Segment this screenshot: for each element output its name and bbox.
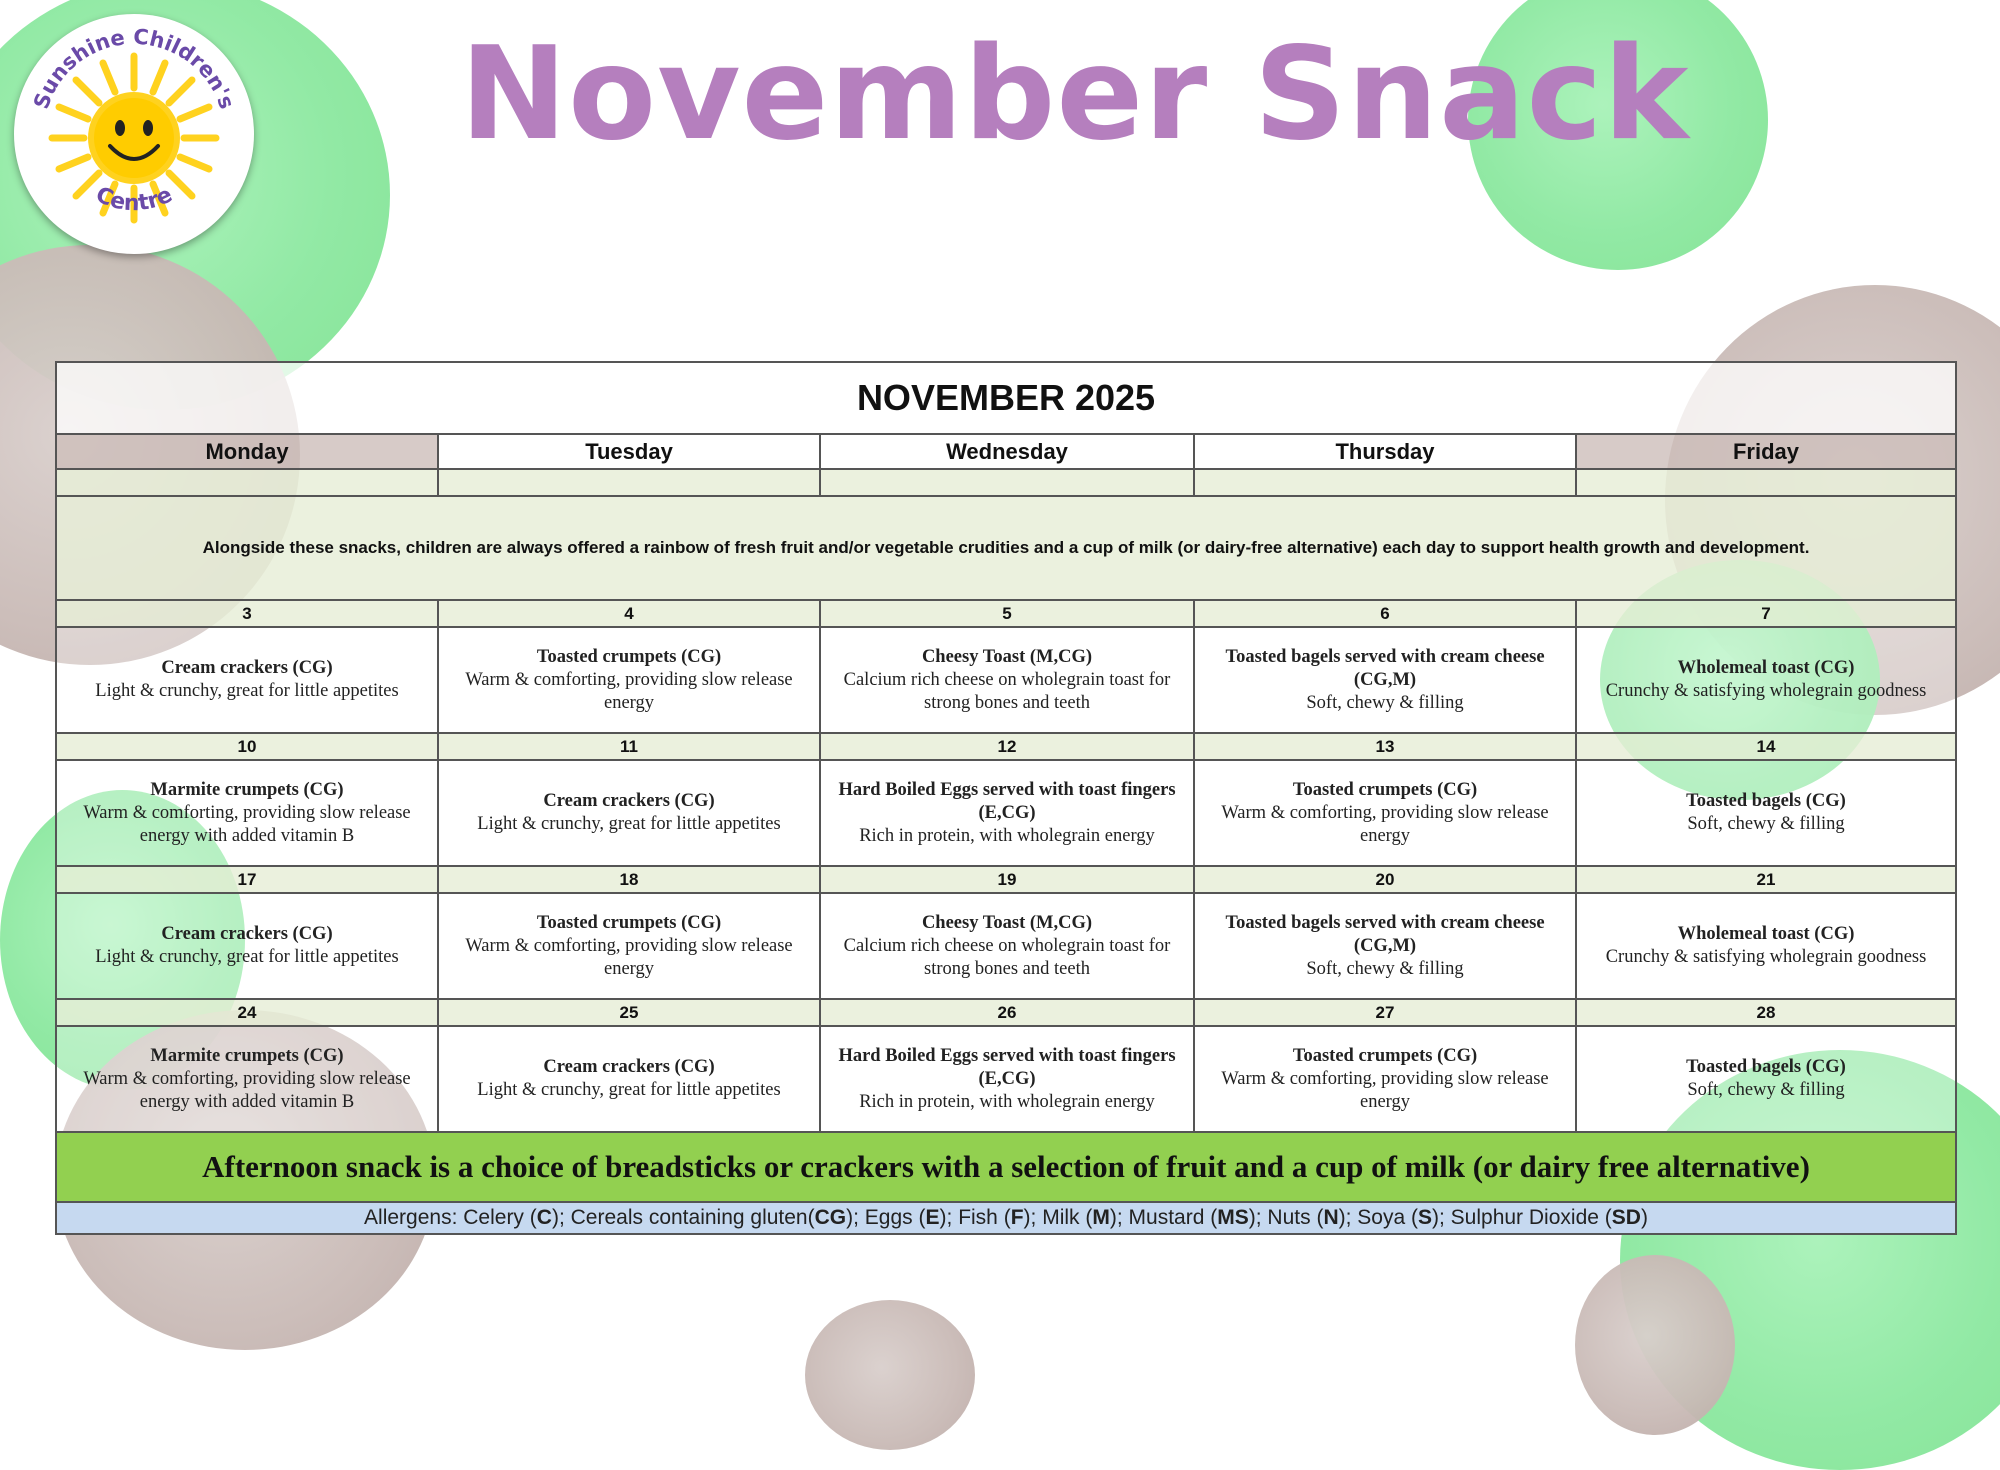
- snack-cell: [820, 627, 1194, 733]
- date-cell: 7: [1576, 600, 1956, 627]
- allergen-code: C: [536, 1206, 552, 1229]
- snack-name: Toasted bagels served with cream cheese (CG,M): [1225, 646, 1545, 690]
- allergen-label: Nuts: [1267, 1206, 1317, 1229]
- snack-description: Warm & comforting, providing slow release energy: [1221, 1068, 1549, 1112]
- snack-calendar: [55, 361, 1957, 1235]
- date-cell: 13: [1194, 733, 1576, 760]
- snack-name: Wholemeal toast (CG): [1677, 658, 1855, 678]
- snack-description: Calcium rich cheese on wholegrain toast for strong bones and teeth: [843, 935, 1171, 979]
- allergen-label: Celery: [463, 1206, 530, 1229]
- snack-cell: [1576, 627, 1956, 733]
- snack-name: Marmite crumpets (CG): [150, 779, 344, 800]
- snack-description: Light & crunchy, great for little appetites: [477, 1080, 781, 1100]
- meal-row: [56, 627, 1956, 733]
- allergen-code: E: [925, 1206, 940, 1229]
- snack-description: Light & crunchy, great for little appetites: [95, 681, 399, 701]
- snack-description: Crunchy & satisfying wholegrain goodness: [1605, 947, 1927, 967]
- snack-cell: [1576, 1026, 1956, 1132]
- day-header: Monday: [56, 434, 438, 469]
- snack-cell: [438, 893, 820, 999]
- date-row: [56, 866, 1956, 893]
- snack-name: Hard Boiled Eggs served with toast fingers (E,CG): [838, 1045, 1176, 1089]
- date-cell: 26: [820, 999, 1194, 1026]
- date-cell: 11: [438, 733, 820, 760]
- snack-description: Rich in protein, with wholegrain energy: [859, 825, 1155, 846]
- snack-cell: [1194, 627, 1576, 733]
- date-row: [56, 733, 1956, 760]
- snack-cell: [820, 893, 1194, 999]
- snack-description: Warm & comforting, providing slow release energy: [465, 935, 793, 979]
- snack-name: Hard Boiled Eggs served with toast fingers (E,CG): [838, 779, 1176, 823]
- date-cell: 12: [820, 733, 1194, 760]
- meal-row: [56, 760, 1956, 866]
- grey-blob-bottom-center: [805, 1300, 975, 1450]
- snack-name: Wholemeal toast (CG): [1677, 924, 1855, 944]
- snack-cell: [1576, 893, 1956, 999]
- snack-cell: [1194, 893, 1576, 999]
- date-cell: 24: [56, 999, 438, 1026]
- logo-bottom-text: Centre: [91, 182, 177, 217]
- date-cell: 5: [820, 600, 1194, 627]
- date-cell: 17: [56, 866, 438, 893]
- snack-description: Crunchy & satisfying wholegrain goodness: [1605, 681, 1927, 701]
- snack-description: Soft, chewy & filling: [1687, 814, 1845, 834]
- snack-cell: [56, 760, 438, 866]
- allergen-label: Mustard: [1128, 1206, 1211, 1229]
- date-cell: 21: [1576, 866, 1956, 893]
- allergen-label: Soya: [1357, 1206, 1411, 1229]
- allergens-prefix: Allergens:: [364, 1206, 464, 1229]
- allergen-label: Eggs: [864, 1206, 919, 1229]
- allergen-code: S: [1417, 1206, 1432, 1229]
- snack-cell: [56, 1026, 438, 1132]
- snack-name: Toasted crumpets (CG): [536, 646, 722, 667]
- snack-cell: [56, 627, 438, 733]
- snack-description: Warm & comforting, providing slow release energy: [465, 669, 793, 713]
- day-header: Tuesday: [438, 434, 820, 469]
- snack-cell: [438, 1026, 820, 1132]
- snack-name: Marmite crumpets (CG): [150, 1045, 344, 1066]
- snack-description: Calcium rich cheese on wholegrain toast for strong bones and teeth: [843, 669, 1171, 713]
- blank-cell: [1194, 469, 1576, 496]
- page-title: November Snack: [460, 20, 1690, 169]
- snack-name: Toasted bagels (CG): [1686, 1057, 1846, 1077]
- date-cell: 27: [1194, 999, 1576, 1026]
- allergen-code: MS: [1217, 1206, 1249, 1229]
- date-row: [56, 600, 1956, 627]
- snack-name: Toasted bagels (CG): [1686, 791, 1846, 811]
- snack-name: Cream crackers (CG): [543, 791, 715, 811]
- allergens-legend: Allergens: Celery (C); Cereals containing gluten(CG); Eggs (E); Fish (F); Milk (M); Mustard (MS); Nuts (N); Soya (S); Sulphur Dioxide (SD): [56, 1202, 1956, 1234]
- snack-name: Cheesy Toast (M,CG): [921, 646, 1093, 667]
- day-header: Friday: [1576, 434, 1956, 469]
- date-cell: 6: [1194, 600, 1576, 627]
- allergen-code: M: [1092, 1206, 1110, 1229]
- centre-logo: [14, 14, 254, 254]
- allergen-label: Fish: [958, 1206, 1004, 1229]
- snack-name: Cheesy Toast (M,CG): [921, 912, 1093, 933]
- snack-cell: [1576, 760, 1956, 866]
- snack-description: Light & crunchy, great for little appetites: [95, 947, 399, 967]
- calendar-heading: NOVEMBER 2025: [56, 362, 1956, 434]
- date-cell: 4: [438, 600, 820, 627]
- blank-cell: [1576, 469, 1956, 496]
- snack-name: Toasted crumpets (CG): [1292, 779, 1478, 800]
- logo-top-text: Sunshine Children's: [28, 24, 240, 113]
- date-cell: 10: [56, 733, 438, 760]
- snack-cell: [820, 760, 1194, 866]
- snack-cell: [820, 1026, 1194, 1132]
- snack-cell: [1194, 760, 1576, 866]
- allergen-label: Cereals containing gluten: [570, 1206, 808, 1229]
- grey-blob-bottom-right: [1575, 1255, 1735, 1435]
- date-row: [56, 999, 1956, 1026]
- snack-name: Toasted bagels served with cream cheese (CG,M): [1225, 912, 1545, 956]
- allergen-label: Milk: [1042, 1206, 1086, 1229]
- snack-cell: [438, 760, 820, 866]
- date-cell: 14: [1576, 733, 1956, 760]
- snack-description: Soft, chewy & filling: [1306, 958, 1464, 979]
- date-cell: 19: [820, 866, 1194, 893]
- fruit-milk-note: Alongside these snacks, children are always offered a rainbow of fresh fruit and/or vegetable crudities and a cup of milk (or dairy-free alternative) each day to support health growth and development.: [56, 496, 1956, 600]
- snack-cell: [438, 627, 820, 733]
- snack-name: Toasted crumpets (CG): [536, 912, 722, 933]
- snack-description: Soft, chewy & filling: [1306, 692, 1464, 713]
- day-header: Thursday: [1194, 434, 1576, 469]
- snack-name: Cream crackers (CG): [543, 1057, 715, 1077]
- allergen-code: SD: [1611, 1206, 1641, 1229]
- snack-description: Soft, chewy & filling: [1687, 1080, 1845, 1100]
- allergen-code: N: [1323, 1206, 1339, 1229]
- blank-cell: [438, 469, 820, 496]
- snack-description: Warm & comforting, providing slow release energy with added vitamin B: [83, 1068, 411, 1112]
- day-header: Wednesday: [820, 434, 1194, 469]
- snack-description: Warm & comforting, providing slow release energy with added vitamin B: [83, 802, 411, 846]
- snack-name: Cream crackers (CG): [161, 924, 333, 944]
- snack-name: Cream crackers (CG): [161, 658, 333, 678]
- blank-cell: [56, 469, 438, 496]
- date-cell: 25: [438, 999, 820, 1026]
- blank-cell: [820, 469, 1194, 496]
- snack-cell: [56, 893, 438, 999]
- snack-name: Toasted crumpets (CG): [1292, 1045, 1478, 1066]
- snack-cell: [1194, 1026, 1576, 1132]
- meal-row: [56, 1026, 1956, 1132]
- meal-row: [56, 893, 1956, 999]
- date-cell: 28: [1576, 999, 1956, 1026]
- snack-description: Warm & comforting, providing slow release energy: [1221, 802, 1549, 846]
- snack-description: Light & crunchy, great for little appetites: [477, 814, 781, 834]
- snack-description: Rich in protein, with wholegrain energy: [859, 1091, 1155, 1112]
- afternoon-snack-banner: Afternoon snack is a choice of breadsticks or crackers with a selection of fruit and a cup of milk (or dairy free alternative): [56, 1132, 1956, 1202]
- date-cell: 20: [1194, 866, 1576, 893]
- allergen-code: CG: [814, 1206, 847, 1229]
- date-cell: 3: [56, 600, 438, 627]
- allergen-label: Sulphur Dioxide: [1450, 1206, 1605, 1229]
- date-cell: 18: [438, 866, 820, 893]
- allergen-code: F: [1010, 1206, 1024, 1229]
- smiling-sun-icon: [14, 14, 254, 254]
